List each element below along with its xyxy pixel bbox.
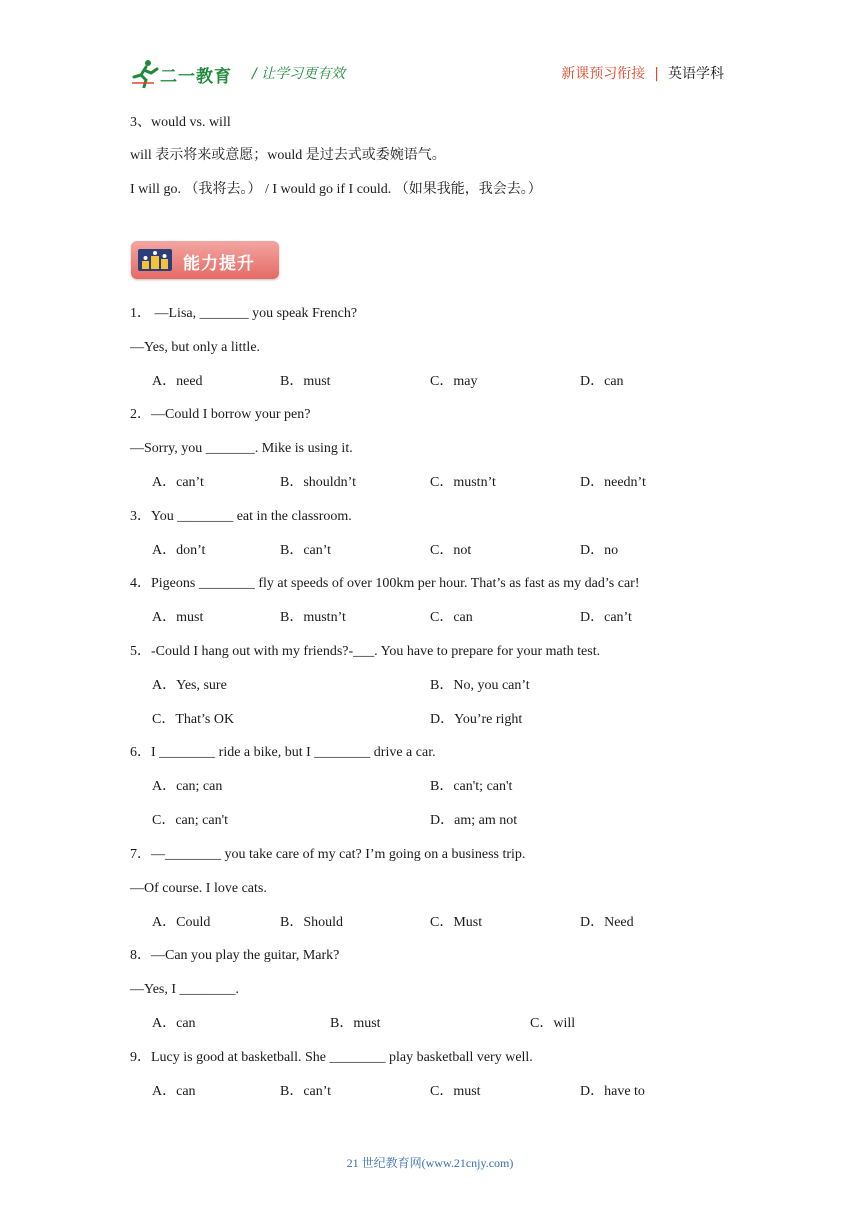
option-c: C．That’s OK bbox=[152, 712, 235, 727]
logo-text: 二一教育 bbox=[160, 67, 232, 87]
option-a: A．Yes, sure bbox=[152, 678, 227, 693]
page-header bbox=[130, 56, 730, 90]
option-a: A．need bbox=[152, 374, 203, 389]
option-d: D．can’t bbox=[580, 610, 632, 625]
question-stem: 5．-Could I hang out with my friends?-___. You have to prepare for your math test. bbox=[130, 644, 601, 659]
subject-label: 英语学科 bbox=[668, 66, 724, 82]
option-b: B．must bbox=[280, 374, 331, 389]
question-answer-line: —Sorry, you _______. Mike is using it. bbox=[130, 441, 353, 456]
intro-line: will 表示将来或意愿；would 是过去式或委婉语气。 bbox=[130, 148, 446, 163]
page-footer: 21 世纪教育网(www.21cnjy.com) bbox=[346, 1156, 514, 1170]
intro-heading: 3、would vs. will bbox=[130, 115, 231, 130]
question-answer-line: —Of course. I love cats. bbox=[130, 881, 267, 896]
option-a: A．must bbox=[152, 610, 204, 625]
option-a: A．can’t bbox=[152, 475, 204, 490]
option-b: B．No, you can’t bbox=[430, 678, 530, 693]
option-d: D．can bbox=[580, 374, 624, 389]
option-b: B．mustn’t bbox=[280, 610, 346, 625]
option-c: C．not bbox=[430, 543, 472, 558]
header-separator: | bbox=[654, 66, 659, 82]
option-d: D．no bbox=[580, 543, 619, 558]
header-right bbox=[561, 63, 724, 83]
option-c: C．will bbox=[530, 1016, 576, 1031]
question-stem: 6．I ________ ride a bike, but I ________ drive a car. bbox=[130, 745, 436, 760]
question-stem: 2．—Could I borrow your pen? bbox=[130, 407, 311, 422]
course-label: 新课预习衔接 bbox=[561, 66, 646, 82]
option-b: B．Should bbox=[280, 915, 344, 930]
option-a: A．don’t bbox=[152, 543, 206, 558]
option-a: A．can bbox=[152, 1084, 196, 1099]
option-d: D．needn’t bbox=[580, 475, 646, 490]
option-d: D．Need bbox=[580, 915, 634, 930]
question-answer-line: —Yes, I ________. bbox=[130, 982, 240, 997]
option-a: A．Could bbox=[152, 915, 211, 930]
logo bbox=[130, 58, 240, 88]
question-stem: 3．You ________ eat in the classroom. bbox=[130, 509, 352, 524]
section-title: 能力提升 bbox=[183, 254, 255, 274]
option-c: C．can; can't bbox=[152, 813, 228, 828]
question-stem: 8．—Can you play the guitar, Mark? bbox=[130, 948, 340, 963]
option-a: A．can; can bbox=[152, 779, 223, 794]
option-c: C．may bbox=[430, 374, 478, 389]
option-c: C．must bbox=[430, 1084, 481, 1099]
question-stem: 1． —Lisa, _______ you speak French? bbox=[130, 306, 358, 321]
option-d: D．have to bbox=[580, 1084, 645, 1099]
runner-icon bbox=[130, 58, 160, 88]
option-a: A．can bbox=[152, 1016, 196, 1031]
question-stem: 7．—________ you take care of my cat? I’m going on a business trip. bbox=[130, 847, 526, 862]
section-badge bbox=[131, 241, 279, 279]
option-b: B．can’t bbox=[280, 543, 332, 558]
option-b: B．must bbox=[330, 1016, 381, 1031]
slogan: / 让学习更有效 bbox=[252, 66, 346, 82]
intro-example: I will go. （我将去。） / I would go if I could. （如果我能，我会去。） bbox=[130, 182, 542, 197]
option-d: D．You’re right bbox=[430, 712, 523, 727]
podium-icon bbox=[138, 249, 172, 271]
question-stem: 9．Lucy is good at basketball. She ________ play basketball very well. bbox=[130, 1050, 533, 1065]
question-answer-line: —Yes, but only a little. bbox=[130, 340, 261, 355]
option-b: B．shouldn’t bbox=[280, 475, 356, 490]
option-c: C．can bbox=[430, 610, 473, 625]
option-b: B．can’t bbox=[280, 1084, 332, 1099]
option-b: B．can't; can't bbox=[430, 779, 513, 794]
option-c: C．mustn’t bbox=[430, 475, 496, 490]
option-d: D．am; am not bbox=[430, 813, 518, 828]
option-c: C．Must bbox=[430, 915, 483, 930]
question-stem: 4．Pigeons ________ fly at speeds of over 100km per hour. That’s as fast as my dad’s car! bbox=[130, 576, 640, 591]
